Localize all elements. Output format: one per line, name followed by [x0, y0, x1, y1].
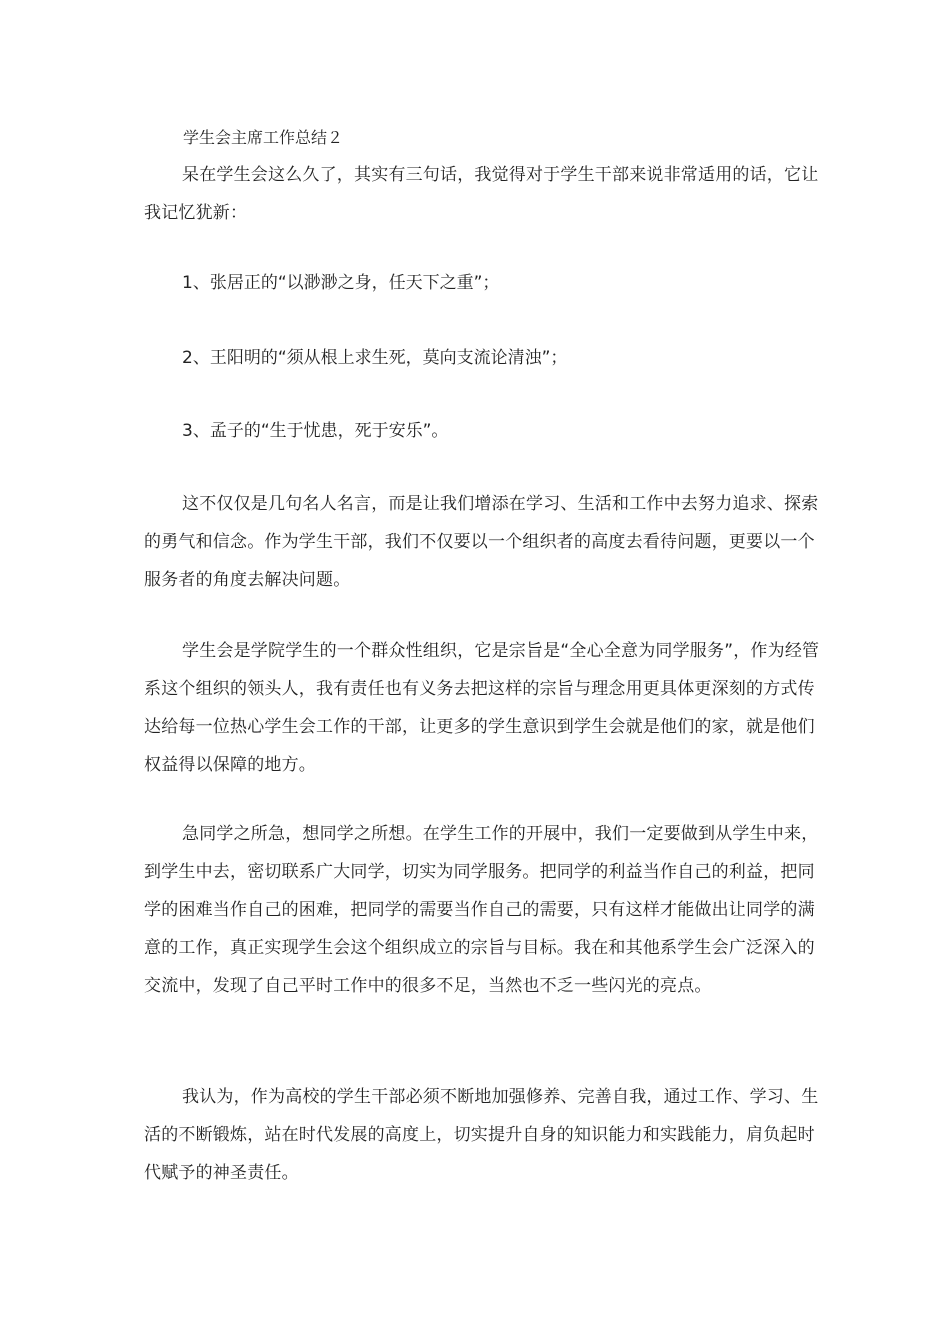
- quote-item-2: 2、王阳明的“须从根上求生死，莫向支流论清浊”；: [182, 348, 568, 368]
- intro-paragraph: 呆在学生会这么久了，其实有三句话，我觉得对于学生干部来说非常适用的话，它让我记忆犹新：: [144, 165, 819, 223]
- body-paragraph-3: 急同学之所急，想同学之所想。在学生工作的开展中，我们一定要做到从学生中来，到学生中去，密切联系广大同学，切实为同学服务。把同学的利益当作自己的利益，把同学的困难当作自己的困难，把同学的需要当作自己的需要，只有这样才能做出让同学的满意的工作，真正实现学生会这个组织成立的宗旨与目标。我在和其他系学生会广泛深入的交流中，发现了自己平时工作中的很多不足，当然也不乏一些闪光的亮点。: [144, 824, 819, 996]
- body-paragraph-1: 这不仅仅是几句名人名言，而是让我们增添在学习、生活和工作中去努力追求、探索的勇气和信念。作为学生干部，我们不仅要以一个组织者的高度去看待问题，更要以一个服务者的角度去解决问题。: [144, 494, 819, 590]
- body-paragraph-2: 学生会是学院学生的一个群众性组织，它是宗旨是“全心全意为同学服务”，作为经管系这个组织的领头人，我有责任也有义务去把这样的宗旨与理念用更具体更深刻的方式传达给每一位热心学生会工作的干部，让更多的学生意识到学生会就是他们的家，就是他们权益得以保障的地方。: [144, 641, 820, 775]
- document-title: 学生会主席工作总结２: [183, 128, 344, 147]
- quote-item-1: 1、张居正的“以渺渺之身，任天下之重”；: [182, 273, 500, 293]
- quote-item-3: 3、孟子的“生于忧患，死于安乐”。: [182, 421, 449, 441]
- body-paragraph-4: 我认为，作为高校的学生干部必须不断地加强修养、完善自我，通过工作、学习、生活的不断锻炼，站在时代发展的高度上，切实提升自身的知识能力和实践能力，肩负起时代赋予的神圣责任。: [144, 1087, 819, 1183]
